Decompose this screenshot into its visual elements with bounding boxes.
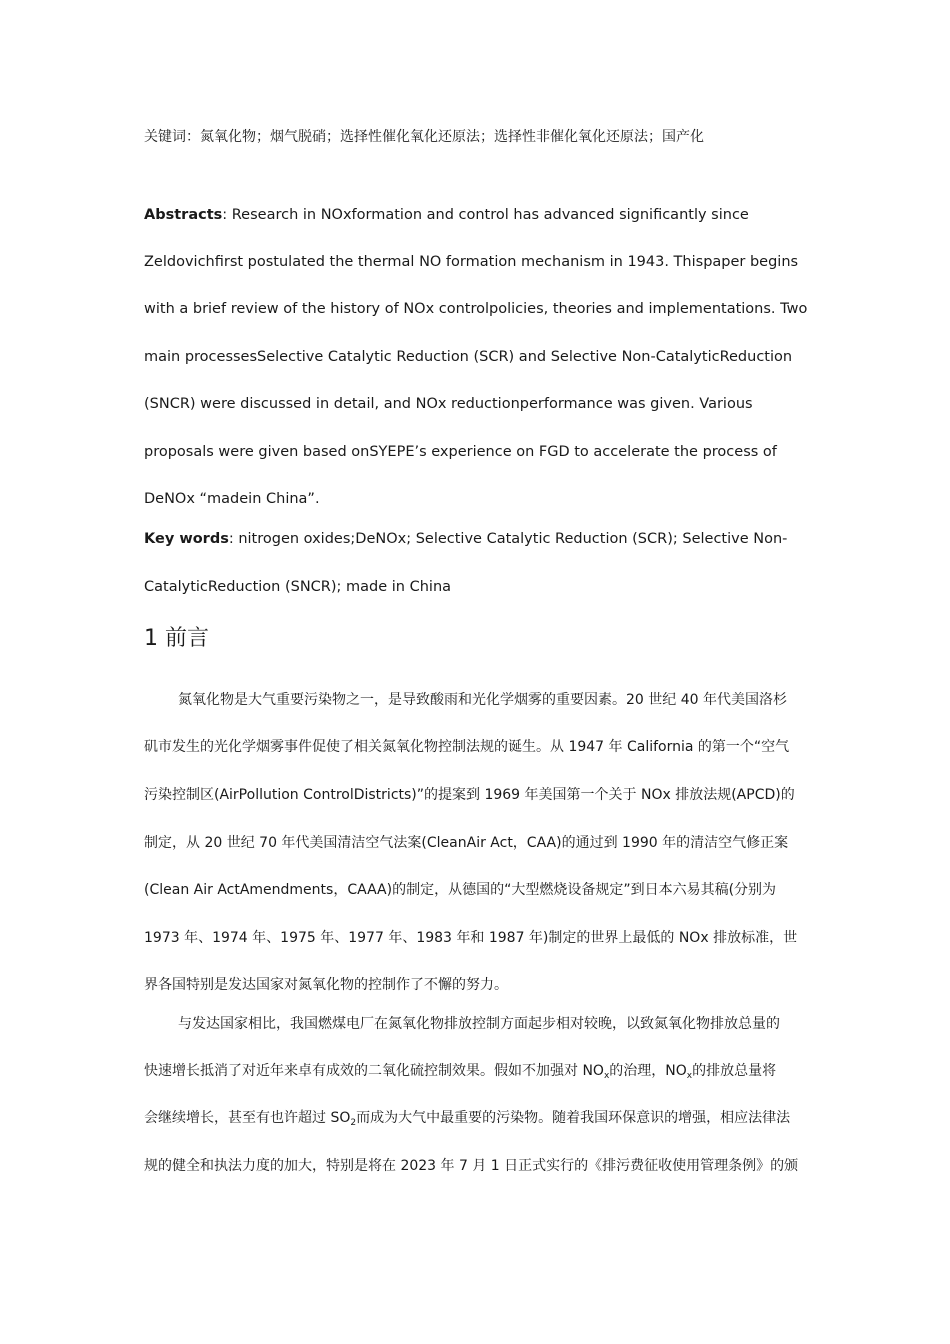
abstract-line-5: (SNCR) were discussed in detail, and NOx reductionperformance was given. Various — [144, 396, 753, 412]
keywords-cn-text: 氮氧化物；烟气脱硝；选择性催化氧化还原法；选择性非催化氧化还原法；国产化 — [200, 129, 704, 145]
abstract-line-7: DeNOx “madein China”. — [144, 491, 320, 507]
abstract-text: : Research in NOxformation and control has advanced significantly since — [222, 207, 749, 223]
keywords-cn-label: 关键词： — [144, 129, 200, 145]
abstract-line-1 — [144, 205, 749, 225]
para2-line-1: 与发达国家相比，我国燃煤电厂在氮氧化物排放控制方面起步相对较晚，以致氮氧化物排放总量的 — [178, 1016, 780, 1032]
para2-line-2 — [144, 1061, 776, 1081]
para1-line-4: 制定，从 20 世纪 70 年代美国清洁空气法案(CleanAir Act，CAA)的通过到 1990 年的清洁空气修正案 — [144, 835, 789, 851]
keywords-en-line-1 — [144, 529, 787, 549]
para2-line-3-a: 会继续增长，甚至有也许超过 SO — [144, 1110, 351, 1126]
para2-line-4: 规的健全和执法力度的加大，特别是将在 2023 年 7 月 1 日正式实行的《排污费征收使用管理条例》的颁 — [144, 1158, 799, 1174]
para2-line-2-c: 的排放总量将 — [692, 1063, 777, 1079]
para1-line-2: 矶市发生的光化学烟雾事件促使了相关氮氧化物控制法规的诞生。从 1947 年 California 的第一个“空气 — [144, 739, 790, 755]
para2-line-3-b: 而成为大气中最重要的污染物。随着我国环保意识的增强，相应法律法 — [356, 1110, 791, 1126]
keywords-en-label: Key words — [144, 531, 229, 547]
para2-line-2-a: 快速增长抵消了对近年来卓有成效的二氧化硫控制效果。假如不加强对 NO — [144, 1063, 604, 1079]
para2-line-2-b: 的治理，NO — [609, 1063, 687, 1079]
abstract-label: Abstracts — [144, 207, 223, 223]
abstract-line-6: proposals were given based onSYEPE’s experience on FGD to accelerate the process of — [144, 444, 777, 460]
abstract-line-4: main processesSelective Catalytic Reduction (SCR) and Selective Non-CatalyticReduction — [144, 349, 793, 365]
section-heading: 1 前言 — [144, 626, 209, 651]
keywords-en-line-2: CatalyticReduction (SNCR); made in China — [144, 579, 452, 595]
abstract-line-3: with a brief review of the history of NOx controlpolicies, theories and implementations. Two — [144, 301, 808, 317]
para1-line-3: 污染控制区(AirPollution ControlDistricts)”的提案到 1969 年美国第一个关于 NOx 排放法规(APCD)的 — [144, 787, 795, 803]
subscript-x: x — [603, 1071, 610, 1081]
para1-line-1: 氮氧化物是大气重要污染物之一，是导致酸雨和光化学烟雾的重要因素。20 世纪 40 年代美国洛杉 — [178, 692, 787, 708]
para1-line-6: 1973 年、1974 年、1975 年、1977 年、1983 年和 1987 年)制定的世界上最低的 NOx 排放标准，世 — [144, 930, 798, 946]
para1-line-7: 界各国特别是发达国家对氮氧化物的控制作了不懈的努力。 — [144, 977, 508, 993]
keywords-cn — [144, 127, 704, 147]
subscript-2: 2 — [350, 1118, 357, 1128]
subscript-x: x — [686, 1071, 693, 1081]
para2-line-3 — [144, 1108, 790, 1128]
keywords-en-text: : nitrogen oxides;DeNOx; Selective Catalytic Reduction (SCR); Selective Non- — [228, 531, 788, 547]
para1-line-5: (Clean Air ActAmendments，CAAA)的制定，从德国的“大型燃烧设备规定”到日本六易其稿(分别为 — [144, 882, 777, 898]
abstract-line-2: Zeldovichfirst postulated the thermal NO formation mechanism in 1943. Thispaper begins — [144, 254, 799, 270]
